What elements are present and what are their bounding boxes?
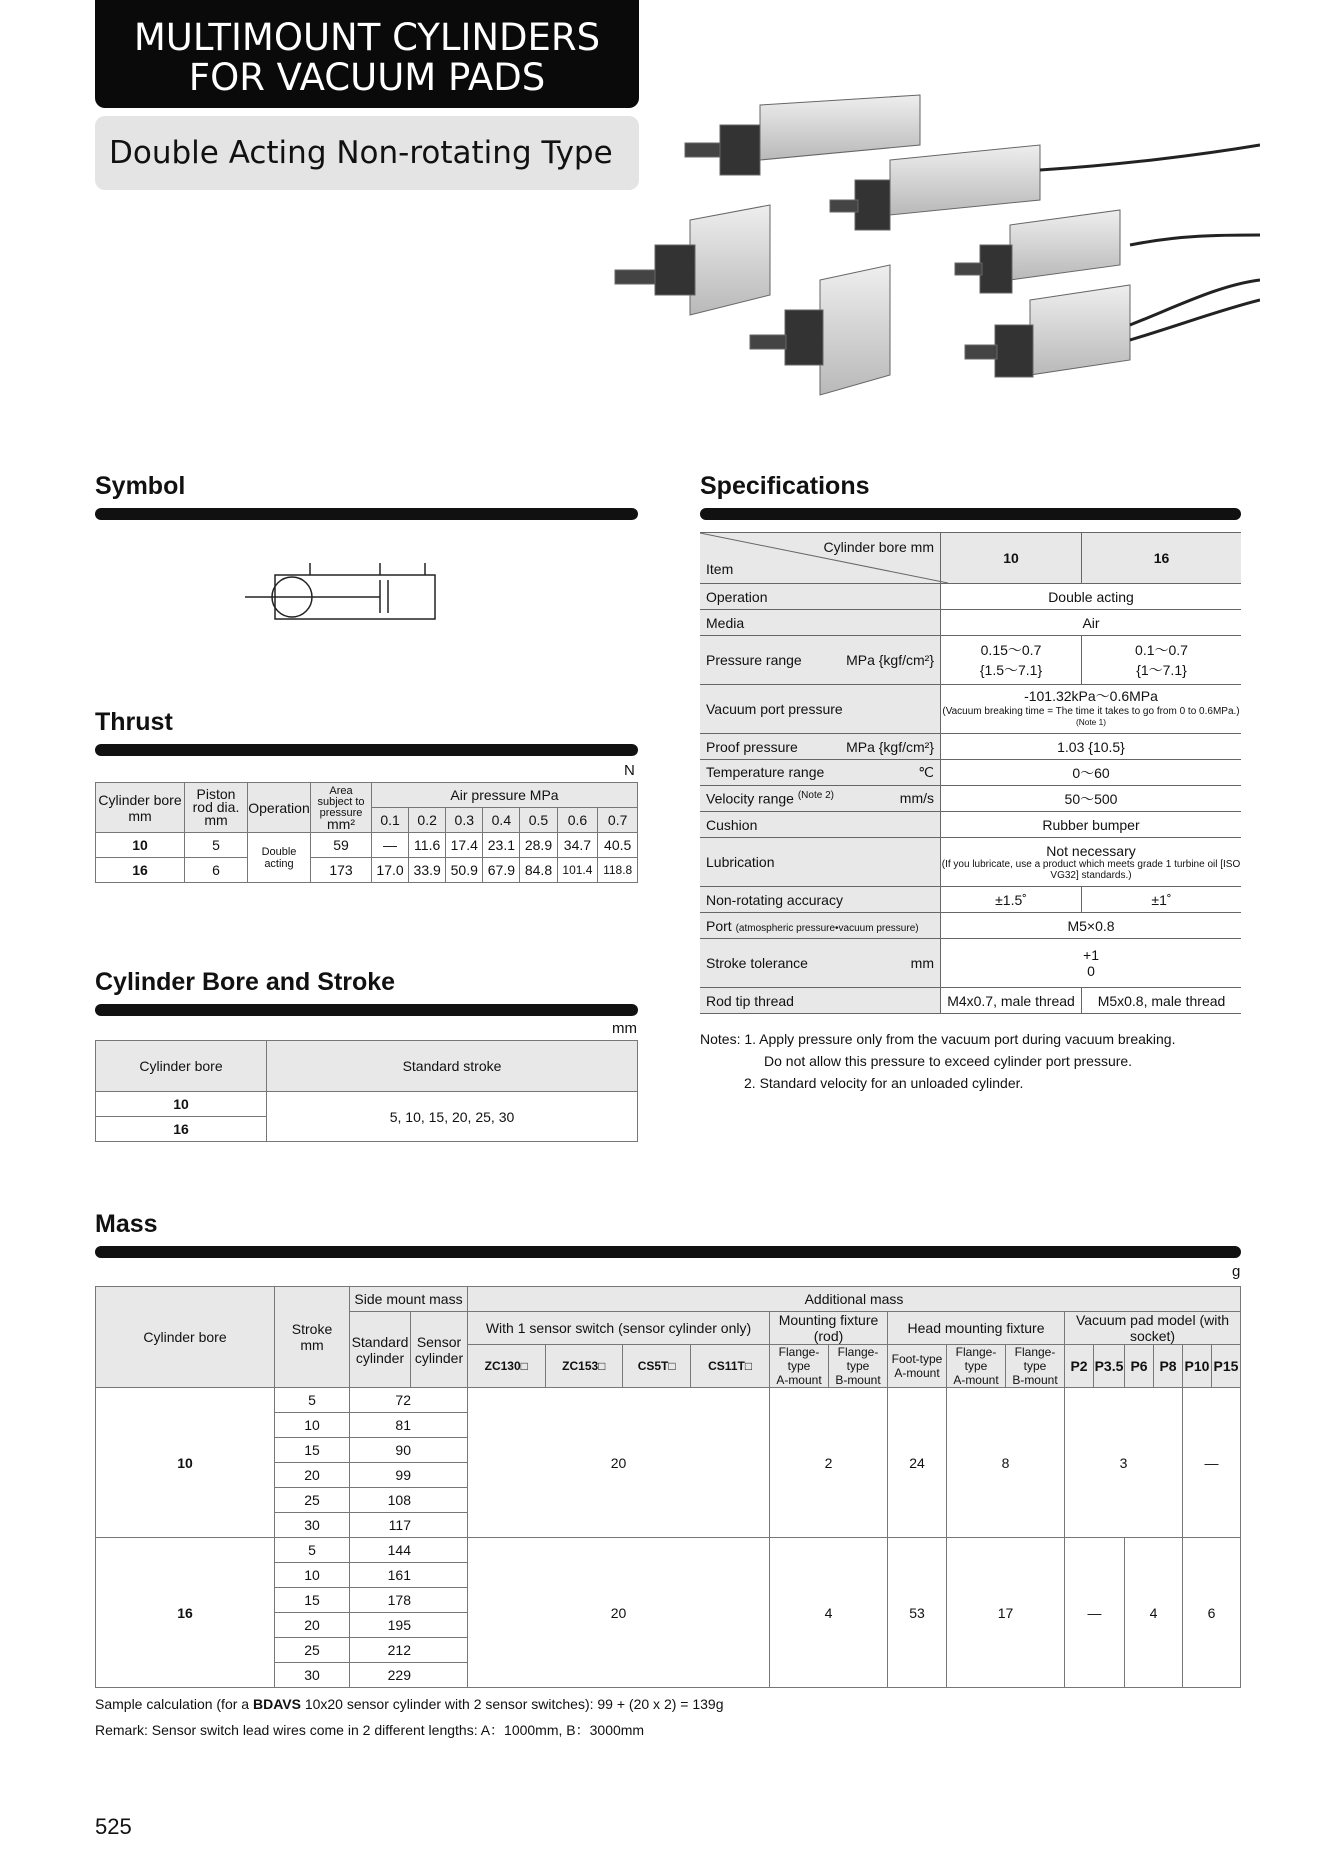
specifications-table: Cylinder bore mm Item 10 16 Operation Double acting Media Air Pressure range MPa {kgf/cm²} 0.15～0.7 {1.5～7.1} 0.1～0.7 {1～7.1} Vacuum port pressure -101.32kPa～0.6MPa (Vacuum breaking time = The time it takes to go from 0 to 0.6MPa.) $^{(Note 1)}$ Proof pressure MPa {kgf/cm²} 1.03 {10.5} Temperature range ℃ 0～60 Velocity range $^{(Note 2)}$ mm/s 50～500 Cushion Rubber bumper Lubrication Not necessary (If you lubricate, use a product which meets grade 1 turbine oil [ISO VG32] standards.) Non-rotating accuracy ±1.5˚ ±1˚ Port (atmospheric pressure•vacuum pressure) M5×0.8 Stroke tolerance mm +1 0 Rod tip thread M4x0.7, male thread M5x0.8, male thread bbox=[700, 532, 1241, 1014]
table-row: 20 195 bbox=[96, 1613, 1241, 1638]
page-title: MULTIMOUNT CYLINDERS FOR VACUUM PADS bbox=[95, 0, 639, 108]
product-photo bbox=[560, 85, 1260, 415]
table-row: 25 108 bbox=[96, 1488, 1241, 1513]
table-row: 15 178 bbox=[96, 1588, 1241, 1613]
table-row: 10 161 bbox=[96, 1563, 1241, 1588]
symbol-heading: Symbol bbox=[95, 472, 186, 500]
spec-notes: Notes: 1. Apply pressure only from the vacuum port during vacuum breaking. Do not allow this pressure to exceed cylinder port pressure. 2. Standard velocity for an unloaded cylinder. bbox=[700, 1031, 1176, 1091]
specifications-heading: Specifications bbox=[700, 472, 870, 500]
cylinder-symbol-icon bbox=[240, 555, 450, 630]
section-bar bbox=[700, 508, 1241, 520]
bore-stroke-table: Cylinder bore Standard stroke 10 5, 10, 15, 20, 25, 30 16 bbox=[95, 1040, 638, 1142]
mass-heading: Mass bbox=[95, 1210, 158, 1238]
page-subtitle: Double Acting Non-rotating Type bbox=[95, 116, 639, 190]
cylinder-3 bbox=[615, 205, 770, 315]
bore-stroke-heading: Cylinder Bore and Stroke bbox=[95, 968, 396, 996]
section-bar bbox=[95, 508, 638, 520]
table-row: 20 99 bbox=[96, 1463, 1241, 1488]
table-row: 30 229 bbox=[96, 1663, 1241, 1688]
table-row: 25 212 bbox=[96, 1638, 1241, 1663]
cylinder-5 bbox=[750, 265, 890, 395]
section-bar bbox=[95, 1004, 638, 1016]
table-row: 30 117 bbox=[96, 1513, 1241, 1538]
mass-table: Cylinder bore Stroke mm Side mount mass Additional mass Standard cylinder Sensor cylinder With 1 sensor switch (sensor cylinder only) Mounting fixture (rod) Head mounting fixture Vacuum pad model (with socket) Flange-type A-mount Flange-type B-mount Foot-type A-mount Flange-type A-mount Flange-type B-mount P2 P3.5 P6 P8 P10 P15 ZC130□ ZC153□ CS5T□ CS11T□ 10 5 72 20 2 24 8 3 — 10 81 15 90 20 99 25 108 30 117 16 5 144 20 4 53 17 — 4 6 10 161 15 178 20 195 25 212 30 229 bbox=[95, 1286, 1241, 1688]
cylinder-6 bbox=[965, 285, 1130, 377]
thrust-unit: N bbox=[624, 762, 635, 779]
table-row: 16 5 144 20 4 53 17 — 4 6 bbox=[96, 1538, 1241, 1563]
thrust-heading: Thrust bbox=[95, 708, 173, 736]
table-row: 15 90 bbox=[96, 1438, 1241, 1463]
table-row: 16 6 173 17.0 33.9 50.9 67.9 84.8 101.4 118.8 bbox=[96, 858, 638, 883]
sample-calculation: Sample calculation (for a BDAVS 10x20 sensor cylinder with 2 sensor switches): 99 + (20 x 2) = 139g bbox=[95, 1696, 724, 1712]
table-row: 10 81 bbox=[96, 1413, 1241, 1438]
table-row: 10 5 Double acting 59 — 11.6 17.4 23.1 28.9 34.7 40.5 bbox=[96, 833, 638, 858]
table-row: 10 5 72 20 2 24 8 3 — bbox=[96, 1388, 1241, 1413]
bore-stroke-unit: mm bbox=[612, 1020, 637, 1037]
mass-unit: g bbox=[1232, 1263, 1241, 1280]
page-number: 525 bbox=[95, 1814, 132, 1839]
cylinder-1 bbox=[685, 95, 920, 175]
cylinder-4 bbox=[955, 210, 1120, 293]
cylinder-2 bbox=[830, 145, 1040, 230]
remark: Remark: Sensor switch lead wires come in 2 different lengths: A：1000mm, B：3000mm bbox=[95, 1722, 645, 1738]
section-bar bbox=[95, 744, 638, 756]
section-bar bbox=[95, 1246, 1241, 1258]
thrust-table: Cylinder bore mm Piston rod dia. mm Operation Area subject to pressure mm² Air pressure MPa 0.1 0.2 0.3 0.4 0.5 0.6 0.7 10 5 Double acting 59 — 11.6 17.4 23.1 28.9 34.7 40.5 16 6 173 17.0 33.9 50.9 67.9 84.8 101.4 118.8 bbox=[95, 782, 638, 883]
